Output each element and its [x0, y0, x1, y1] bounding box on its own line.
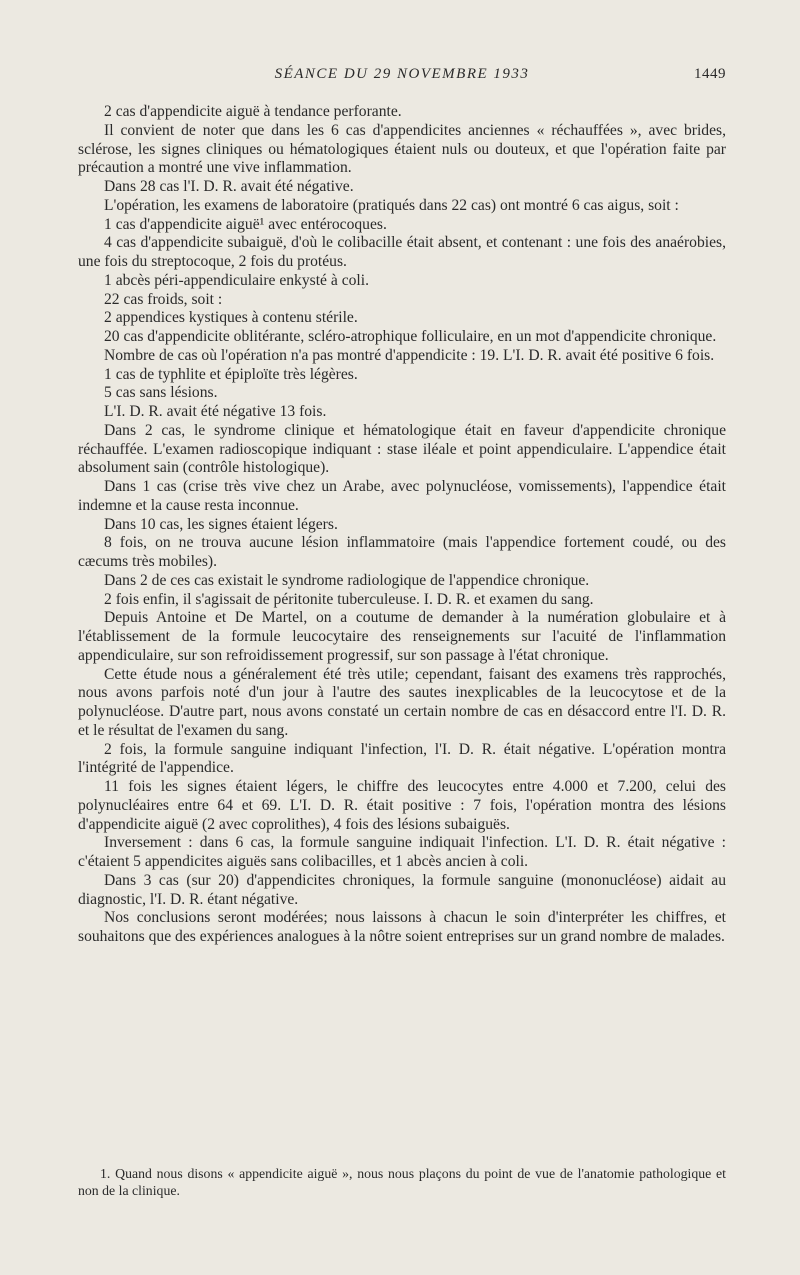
paragraph: Depuis Antoine et De Martel, on a coutume de demander à la numération globulaire et à l'établissement de la formule leucocytaire des renseignements sur l'acuité de l'inflammation appendiculaire, sur son refroidissement progressif, sur son passage à l'état chronique. [78, 609, 726, 664]
paragraph: Inversement : dans 6 cas, la formule sanguine indiquait l'infection. L'I. D. R. était négative : c'étaient 5 appendicites aiguës sans colibacilles, et 1 abcès ancien à coli. [78, 834, 726, 870]
footnote-text: 1. Quand nous disons « appendicite aiguë », nous nous plaçons du point de vue de l'anatomie pathologique et non de la clinique. [78, 1166, 726, 1198]
paragraph: Nos conclusions seront modérées; nous laissons à chacun le soin d'interpréter les chiffres, et souhaitons que des expériences analogues à la nôtre soient entreprises sur un grand nombre de malades. [78, 909, 726, 945]
paragraph: 5 cas sans lésions. [104, 384, 218, 402]
paragraph: 2 cas d'appendicite aiguë à tendance perforante. [104, 103, 402, 120]
paragraph: Nombre de cas où l'opération n'a pas montré d'appendicite : 19. L'I. D. R. avait été positive 6 fois. [104, 346, 715, 364]
paragraph: Dans 28 cas l'I. D. R. avait été négative. [104, 178, 354, 195]
paragraph: Dans 10 cas, les signes étaient légers. [104, 515, 338, 533]
paragraph: 4 cas d'appendicite subaiguë, d'où le colibacille était absent, et contenant : une fois des anaérobies, une fois du streptocoque, 2 fois du protéus. [78, 234, 726, 270]
paragraph: Dans 2 cas, le syndrome clinique et hématologique était en faveur d'appendicite chronique réchauffée. L'examen radioscopique indiquant : stase iléale et point appendiculaire. L'appendice était absolument sain (contrôle histologique). [78, 421, 726, 477]
paragraph: Dans 3 cas (sur 20) d'appendicites chroniques, la formule sanguine (mononucléose) aidait au diagnostic, l'I. D. R. étant négative. [78, 871, 726, 908]
paragraph: 11 fois les signes étaient légers, le chiffre des leucocytes entre 4.000 et 7.200, celui des polynucléaires entre 64 et 69. L'I. D. R. était positive : 7 fois, l'opération montra des lésions d'appendicite aiguë (2 avec coprolithes), 4 fois des lésions subaiguës. [78, 778, 726, 833]
footnote [78, 1165, 726, 1199]
paragraph: 22 cas froids, soit : [104, 290, 223, 308]
paragraph: 1 cas d'appendicite aiguë¹ avec entérocoques. [104, 215, 387, 233]
paragraph: 2 fois, la formule sanguine indiquant l'infection, l'I. D. R. était négative. L'opération montra l'intégrité de l'appendice. [78, 740, 726, 777]
paragraph: 8 fois, on ne trouva aucune lésion inflammatoire (mais l'appendice fortement coudé, ou des cæcums très mobiles). [78, 534, 726, 570]
page-number: 1449 [694, 66, 726, 82]
paragraph: L'opération, les examens de laboratoire (pratiqués dans 22 cas) ont montré 6 cas aigus, soit : [104, 196, 679, 214]
paragraph: L'I. D. R. avait été négative 13 fois. [104, 403, 327, 420]
paragraph: Dans 1 cas (crise très vive chez un Arabe, avec polynucléose, vomissements), l'appendice était indemne et la cause resta inconnue. [78, 478, 726, 514]
paragraph: 2 appendices kystiques à contenu stérile. [104, 309, 358, 327]
running-title: SÉANCE DU 29 NOVEMBRE 1933 [274, 66, 530, 82]
paragraph: 2 fois enfin, il s'agissait de péritonite tuberculeuse. I. D. R. et examen du sang. [104, 590, 594, 608]
paragraph: Cette étude nous a généralement été très utile; cependant, faisant des examens très rapprochés, nous avons parfois noté d'un jour à l'autre des sautes inexplicables de la leucocytose et de la polynucléose. D'autre part, nous avons constaté un certain nombre de cas en désaccord entre l'I. D. R. et le résultat de l'examen du sang. [78, 665, 726, 739]
paragraph: 1 abcès péri-appendiculaire enkysté à coli. [104, 271, 369, 289]
paragraph: Dans 2 de ces cas existait le syndrome radiologique de l'appendice chronique. [104, 571, 590, 589]
running-header [78, 66, 726, 86]
paragraph: 1 cas de typhlite et épiploïte très légères. [104, 365, 358, 383]
body-text [78, 103, 726, 947]
paragraph: 20 cas d'appendicite oblitérante, scléro-atrophique folliculaire, en un mot d'appendicite chronique. [104, 328, 717, 345]
paragraph: Il convient de noter que dans les 6 cas d'appendicites anciennes « réchauffées », avec brides, sclérose, les signes cliniques ou hématologiques étaient nuls ou douteux, et que l'opération faite par précaution a montré une vive inflammation. [78, 121, 726, 177]
